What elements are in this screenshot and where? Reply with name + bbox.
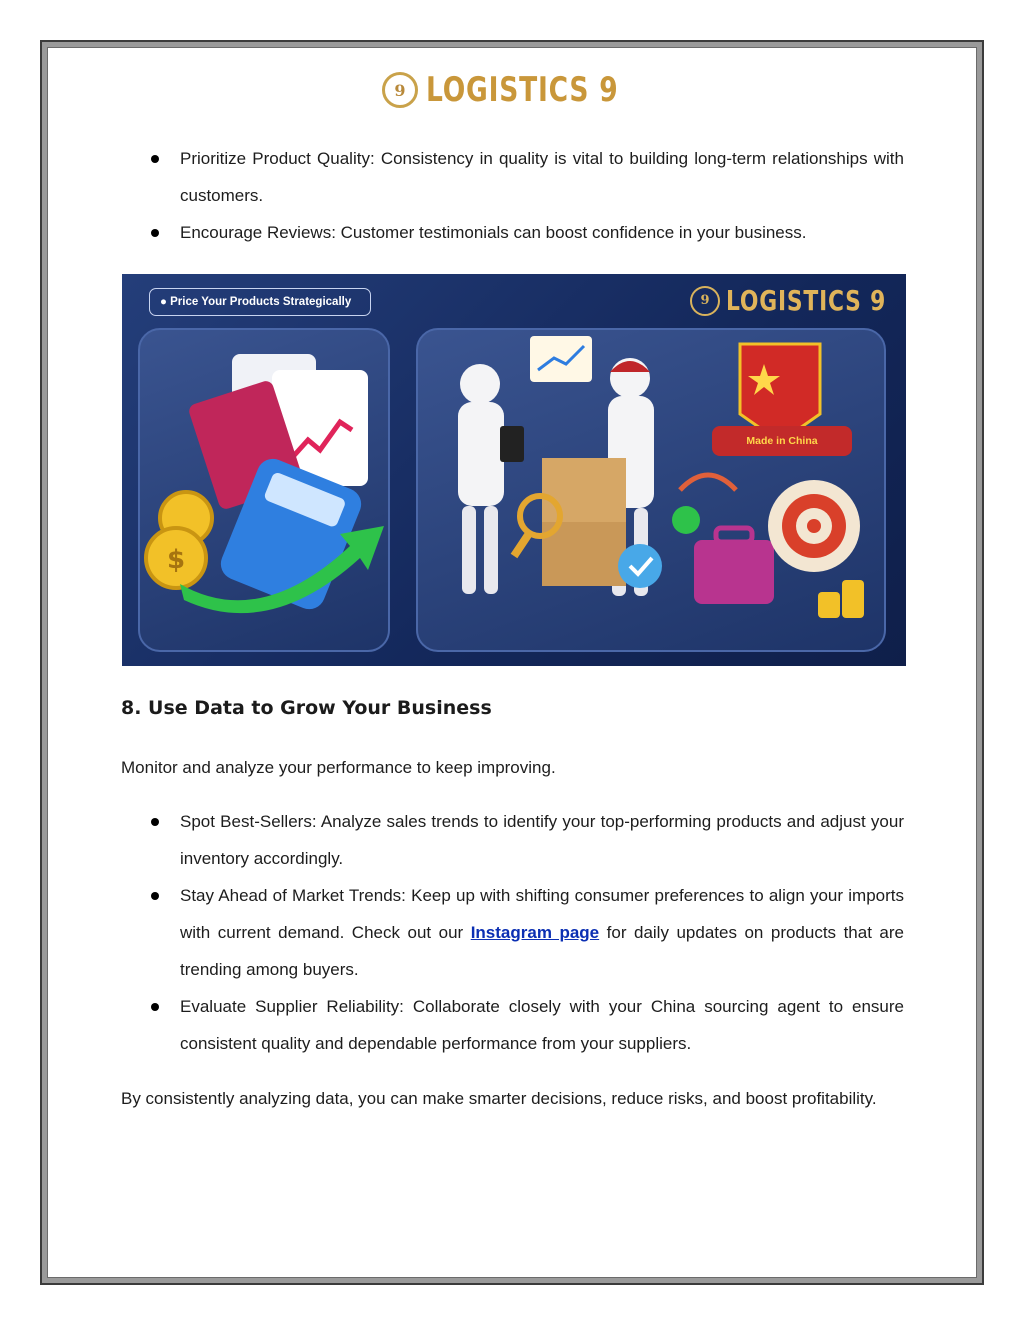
banner-tag: ● Price Your Products Strategically [149,288,371,316]
section-intro: Monitor and analyze your performance to keep improving. [121,758,556,777]
list-item: Encourage Reviews: Customer testimonials can boost confidence in your business. [122,214,904,251]
section-bullet-list [122,803,904,1062]
logo-text: LOGISTICS 9 [426,70,619,110]
list-item: Evaluate Supplier Reliability: Collaborate closely with your China sourcing agent to ensure consistent quality and dependable performance from your suppliers. [122,988,904,1062]
right-illustration-panel [416,328,886,652]
left-illustration-panel [138,328,390,652]
section-heading: 8. Use Data to Grow Your Business [121,697,492,719]
svg-text:$: $ [167,545,186,575]
list-item-text: Stay Ahead of Market Trends: Keep up with shifting consumer preferences to align your imports with current demand. Check out our [180,886,904,942]
closing-paragraph: By consistently analyzing data, you can make smarter decisions, reduce risks, and boost profitability. [121,1089,877,1108]
pricing-illustration-icon [140,330,388,650]
list-item [122,877,904,988]
logo-emblem-icon: 9 [690,286,720,316]
made-in-china-badge: Made in China [712,426,852,456]
sourcing-illustration-icon [418,330,884,650]
instagram-page-link[interactable]: Instagram page [470,923,600,942]
logo-emblem-icon: 9 [382,72,418,108]
list-item: Prioritize Product Quality: Consistency in quality is vital to building long-term relationships with customers. [122,140,904,214]
top-bullet-list [122,140,904,251]
list-item: Spot Best-Sellers: Analyze sales trends to identify your top-performing products and adjust your inventory accordingly. [122,803,904,877]
list-item-text: for daily updates on products that are trending among buyers. [180,923,904,979]
brand-logo [382,68,673,112]
banner-logo [690,284,906,317]
banner-logo-text: LOGISTICS 9 [726,284,887,317]
banner-image [122,274,906,666]
